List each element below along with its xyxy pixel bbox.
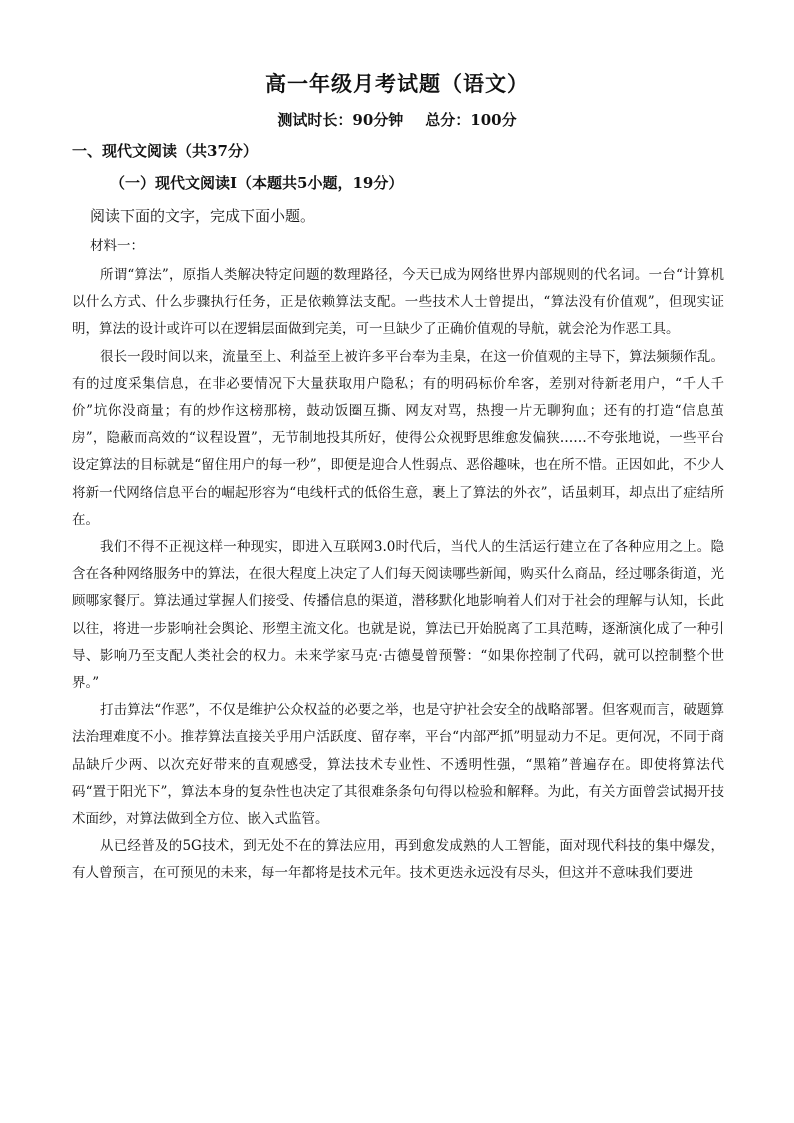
- reading-passage: [72, 262, 724, 888]
- passage-paragraph: 打击算法“作恶”，不仅是维护公众权益的必要之举，也是守护社会安全的战略部署。但客观而言，破题算法治理难度不小。推荐算法直接关乎用户活跃度、留存率，平台“内部严抓”明显动力不足。更何况，不同于商品缺斤少两、以次充好带来的直观感受，算法技术专业性、不透明性强，“黑箱”普遍存在。即使将算法代码“置于阳光下”，算法本身的复杂性也决定了其很难条条句句得以检验和解释。为此，有关方面曾尝试揭开技术面纱，对算法做到全方位、嵌入式监管。: [72, 702, 724, 828]
- reading-instruction: 阅读下面的文字，完成下面小题。: [90, 207, 316, 225]
- total-score: 总分：100分: [425, 111, 517, 129]
- exam-title: 高一年级月考试题（语文）: [265, 71, 529, 96]
- passage-paragraph: 我们不得不正视这样一种现实，即进入互联网3.0时代后，当代人的生活运行建立在了各种应用之上。隐含在各种网络服务中的算法，在很大程度上决定了人们每天阅读哪些新闻，购买什么商品，经过哪条街道，光顾哪家餐厅。算法通过掌握人们接受、传播信息的渠道，潜移默化地影响着人们对于社会的理解与认知，长此以往，将进一步影响社会舆论、形塑主流文化。也就是说，算法已开始脱离了工具范畴，逐渐演化成了一种引导、影响乃至支配人类社会的权力。未来学家马克·古德曼曾预警：“如果你控制了代码，就可以控制整个世界。”: [72, 539, 724, 692]
- material-label: 材料一：: [90, 238, 144, 254]
- passage-paragraph: 很长一段时间以来，流量至上、利益至上被许多平台奉为圭臬，在这一价值观的主导下，算法频频作乱。有的过度采集信息，在非必要情况下大量获取用户隐私；有的明码标价牟客，差别对待新老用户，“千人千价”坑你没商量；有的炒作这榜那榜，鼓动饭圈互撕、网友对骂，热搜一片无聊狗血；还有的打造“信息茧房”，隐蔽而高效的“议程设置”，无节制地投其所好，使得公众视野思维愈发偏狭……不夸张地说，一些平台设定算法的目标就是“留住用户的每一秒”，即便是迎合人性弱点、恶俗趣味，也在所不惜。正因如此，不少人将新一代网络信息平台的崛起形容为“电线杆式的低俗生意，裹上了算法的外衣”，话虽刺耳，却点出了症结所在。: [72, 348, 724, 528]
- exam-duration: 测试时长：90分钟: [277, 111, 404, 129]
- subsection-heading: （一）现代文阅读Ⅰ（本题共5小题，19分）: [110, 174, 404, 192]
- passage-paragraph: 从已经普及的5G技术，到无处不在的算法应用，再到愈发成熟的人工智能，面对现代科技的集中爆发，有人曾预言，在可预见的未来，每一年都将是技术元年。技术更迭永远没有尽头，但这并不意味我们要进: [72, 838, 724, 882]
- passage-paragraph: 所谓“算法”，原指人类解决特定问题的数理路径，今天已成为网络世界内部规则的代名词。一台“计算机以什么方式、什么步骤执行任务，正是依赖算法支配。一些技术人士曾提出，“算法没有价值观”，但现实证明，算法的设计或许可以在逻辑层面做到完美，可一旦缺少了正确价值观的导航，就会沦为作恶工具。: [72, 267, 724, 338]
- exam-info-line: [0, 109, 794, 130]
- section-heading: 一、现代文阅读（共37分）: [72, 142, 258, 160]
